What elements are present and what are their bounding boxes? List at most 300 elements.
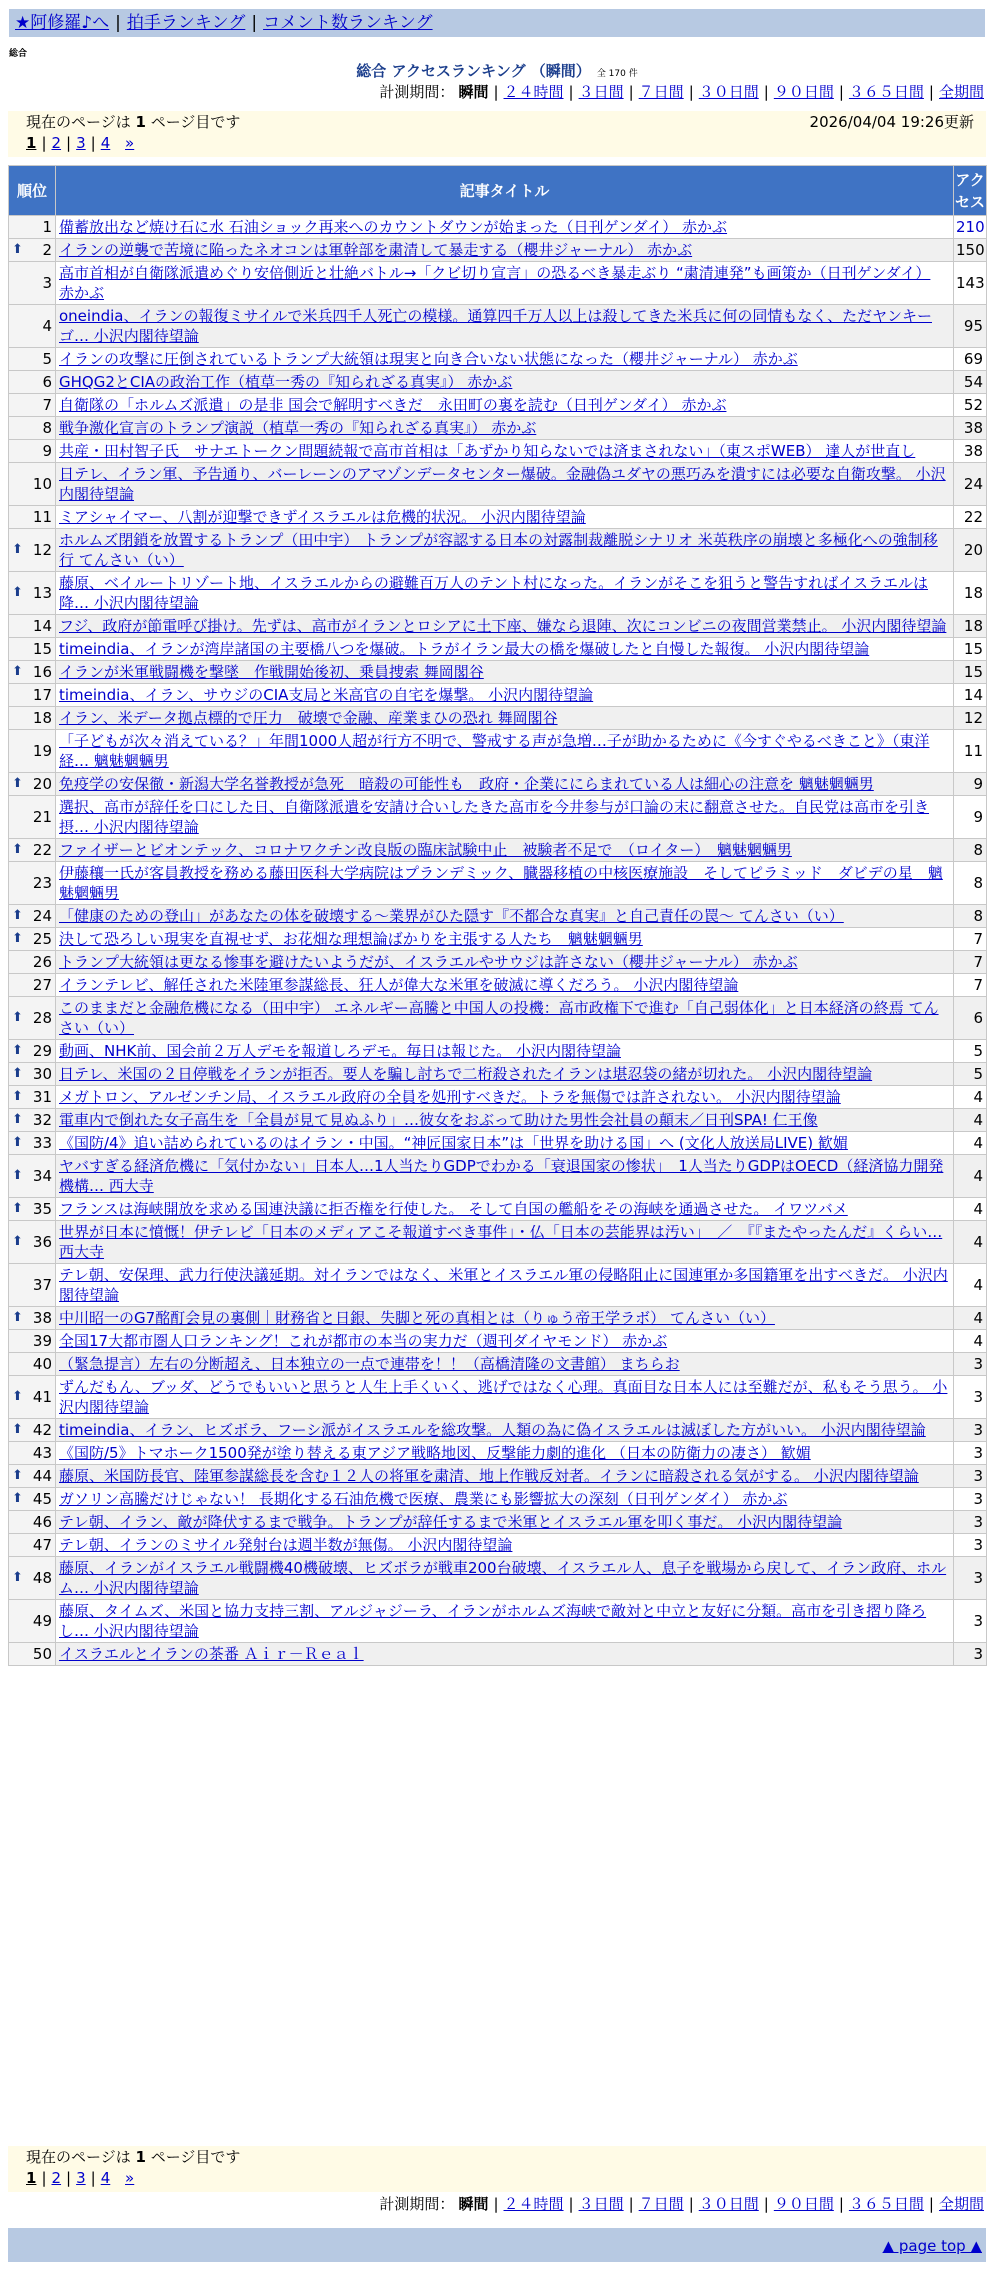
title-cell	[56, 305, 954, 348]
period-link-all[interactable]: 全期間	[938, 2195, 984, 2213]
rank-number: 15	[32, 640, 52, 658]
page-top-link[interactable]: ▲ page top ▲	[882, 2237, 982, 2255]
title-cell	[56, 730, 954, 773]
title-cell	[56, 239, 954, 262]
rank-number: 10	[32, 475, 52, 493]
rank-cell	[9, 371, 56, 394]
rank-up-arrow-icon: ⬆	[12, 931, 23, 946]
rank-number: 16	[32, 663, 52, 681]
article-title-link[interactable]: timeindia、イラン、サウジのCIA支局と米高官の自宅を爆撃。 小沢内閣待望論	[59, 686, 594, 704]
period-label: 計測期間：	[379, 83, 455, 101]
rank-up-arrow-icon: ⬆	[12, 1422, 23, 1437]
pagination-bottom: 1 | 2 | 3 | 4 »	[26, 2169, 135, 2187]
article-title-link[interactable]: 選択、高市が辞任を口にした日、自衛隊派遣を安請け合いしたきた高市を今井参与が口論の末に翻意させた。自民党は高市を引き摂… 小沢内閣待望論	[59, 798, 930, 836]
title-cell	[56, 1376, 954, 1419]
page-2-link[interactable]: 2	[51, 2169, 62, 2187]
ranking-table	[8, 165, 987, 1666]
period-link-30d[interactable]: ３０日間	[698, 83, 759, 101]
rank-number: 23	[32, 874, 52, 892]
rank-number: 4	[42, 317, 52, 335]
rank-number: 39	[32, 1332, 52, 1350]
title-cell	[56, 1264, 954, 1307]
title-cell	[56, 1132, 954, 1155]
access-count: 150	[954, 239, 987, 262]
rank-number: 28	[32, 1009, 52, 1027]
article-title-link[interactable]: イスラエルとイランの茶番 Ａｉｒ－Ｒｅａｌ	[59, 1645, 364, 1663]
rank-number: 2	[42, 241, 52, 259]
comment-ranking-link[interactable]: コメント数ランキング	[263, 13, 433, 33]
rank-cell	[9, 1155, 56, 1198]
title-cell	[56, 1063, 954, 1086]
rank-number: 32	[32, 1111, 52, 1129]
article-title-link[interactable]: 「健康のための登山」があなたの体を破壊する〜業界がひた隠す『不都合な真実』と自己責任の罠〜 てんさい（い）	[59, 907, 844, 925]
rank-cell	[9, 951, 56, 974]
title-cell	[56, 417, 954, 440]
rank-number: 11	[32, 508, 52, 526]
rank-cell	[9, 305, 56, 348]
title-cell	[56, 1307, 954, 1330]
article-title-link[interactable]: イランテレビ、解任された米陸軍参謀総長、狂人が偉大な米軍を破滅に導くだろう。 小沢内閣待望論	[59, 976, 739, 994]
rank-cell	[9, 1132, 56, 1155]
item-count: 全 170 件	[596, 69, 638, 79]
col-access-header: アクセス	[954, 166, 987, 216]
table-row	[9, 1221, 987, 1264]
rank-cell	[9, 216, 56, 239]
access-count: 5	[954, 1063, 987, 1086]
pager-current-page: 1	[135, 113, 146, 131]
access-count: 7	[954, 974, 987, 997]
rank-cell	[9, 684, 56, 707]
rank-number: 18	[32, 709, 52, 727]
table-row	[9, 661, 987, 684]
title-cell	[56, 951, 954, 974]
access-count: 3	[954, 1419, 987, 1442]
title-cell	[56, 1643, 954, 1666]
rank-cell	[9, 572, 56, 615]
title-cell	[56, 684, 954, 707]
article-title-link[interactable]: テレ朝、イランのミサイル発射台は週半数が無傷。 小沢内閣待望論	[59, 1536, 513, 1554]
title-cell	[56, 262, 954, 305]
rank-cell	[9, 1353, 56, 1376]
rank-number: 14	[32, 617, 52, 635]
title-cell	[56, 1330, 954, 1353]
title-cell	[56, 862, 954, 905]
rank-number: 19	[32, 742, 52, 760]
article-title-link[interactable]: ファイザーとビオンテック、コロナワクチン改良版の臨床試験中止 被験者不足で （ロイター） 魑魅魍魎男	[59, 841, 792, 859]
rank-number: 29	[32, 1042, 52, 1060]
access-count: 12	[954, 707, 987, 730]
page-title-text: 総合 アクセスランキング （瞬間）	[356, 62, 591, 80]
table-row	[9, 1442, 987, 1465]
table-row	[9, 773, 987, 796]
period-selector-top: 計測期間： 瞬間 | ２４時間 | ３日間 | ７日間 | ３０日間 | ９０日間 | ３６５日間 | 全期間	[379, 83, 984, 101]
access-count: 143	[954, 262, 987, 305]
access-count: 5	[954, 1040, 987, 1063]
pagination-top: 1 | 2 | 3 | 4 »	[26, 134, 135, 152]
updated-timestamp: 2026/04/04 19:26更新	[809, 113, 974, 131]
title-cell	[56, 1086, 954, 1109]
article-title-link[interactable]: 電車内で倒れた女子高生を「全員が見て見ぬふり」…彼女をおぶって助けた男性会社員の顛末／日刊SPA! 仁王像	[59, 1111, 818, 1129]
access-count: 4	[954, 1155, 987, 1198]
article-title-link[interactable]: 《国防/5》トマホーク1500発が塗り替える東アジア戦略地図、反撃能力劇的進化 （日本の防衛力の凄さ） 歓媚	[59, 1444, 811, 1462]
rank-cell	[9, 1442, 56, 1465]
period-link-365d[interactable]: ３６５日間	[848, 2195, 924, 2213]
table-row	[9, 997, 987, 1040]
title-cell	[56, 394, 954, 417]
table-row	[9, 928, 987, 951]
access-count: 38	[954, 440, 987, 463]
period-current: 瞬間	[458, 83, 489, 101]
pager-text-after: ページ目です	[150, 2148, 241, 2166]
rank-cell	[9, 1086, 56, 1109]
access-count: 7	[954, 951, 987, 974]
title-cell	[56, 796, 954, 839]
access-count: 69	[954, 348, 987, 371]
rank-number: 21	[32, 808, 52, 826]
rank-up-arrow-icon: ⬆	[12, 1135, 23, 1150]
table-row	[9, 796, 987, 839]
title-cell	[56, 371, 954, 394]
rank-number: 20	[32, 775, 52, 793]
home-link[interactable]: ★阿修羅♪へ	[15, 13, 110, 33]
rank-up-arrow-icon: ⬆	[12, 908, 23, 923]
rank-up-arrow-icon: ⬆	[12, 664, 23, 679]
rank-cell	[9, 1643, 56, 1666]
page-1-current: 1	[26, 134, 37, 152]
table-row	[9, 1040, 987, 1063]
page-4-link[interactable]: 4	[100, 134, 111, 152]
article-title-link[interactable]: 動画、NHK前、国会前２万人デモを報道しろデモ。毎日は報じた。 小沢内閣待望論	[59, 1042, 621, 1060]
access-count: 4	[954, 1132, 987, 1155]
page-2-link[interactable]: 2	[51, 134, 62, 152]
table-row	[9, 638, 987, 661]
pager-text-before: 現在のページは	[26, 2148, 131, 2166]
rank-number: 30	[32, 1065, 52, 1083]
article-title-link[interactable]: ずんだもん、ブッダ、どうでもいいと思うと人生上手くいく、逃げではなく心理。真面目な日本人には至難だが、私もそう思う。 小沢内閣待望論	[59, 1378, 948, 1416]
rank-up-arrow-icon: ⬆	[12, 1089, 23, 1104]
title-cell	[56, 773, 954, 796]
table-row	[9, 371, 987, 394]
period-selector-bottom: 計測期間： 瞬間 | ２４時間 | ３日間 | ７日間 | ３０日間 | ９０日間 | ３６５日間 | 全期間	[379, 2195, 984, 2213]
rank-number: 1	[42, 218, 52, 236]
table-row	[9, 1557, 987, 1600]
table-row	[9, 974, 987, 997]
rank-cell	[9, 1376, 56, 1419]
title-cell	[56, 661, 954, 684]
table-row	[9, 1376, 987, 1419]
rank-up-arrow-icon: ⬆	[12, 842, 23, 857]
rank-cell	[9, 1109, 56, 1132]
pager-current-page: 1	[135, 2148, 146, 2166]
article-title-link[interactable]: このままだと金融危機になる（田中宇） エネルギー高騰と中国人の投機：高市政権下で進む「自己弱体化」と日本経済の終焉 てんさい（い）	[59, 999, 939, 1037]
table-row	[9, 707, 987, 730]
rank-up-arrow-icon: ⬆	[12, 1112, 23, 1127]
access-count: 3	[954, 1353, 987, 1376]
article-title-link[interactable]: 免疫学の安保徹・新潟大学名誉教授が急死 暗殺の可能性も 政府・企業ににらまれている人は細心の注意を 魑魅魍魎男	[59, 775, 874, 793]
rank-number: 17	[32, 686, 52, 704]
page-1-current: 1	[26, 2169, 37, 2187]
rank-number: 40	[32, 1355, 52, 1373]
article-title-link[interactable]: イラン、米データ拠点標的で圧力 破壊で金融、産業まひの恐れ 舞岡閣谷	[59, 709, 558, 727]
rank-number: 25	[32, 930, 52, 948]
rank-number: 26	[32, 953, 52, 971]
rank-cell	[9, 1557, 56, 1600]
access-count: 22	[954, 506, 987, 529]
period-link-7d[interactable]: ７日間	[638, 2195, 684, 2213]
access-count: 4	[954, 1307, 987, 1330]
rank-cell	[9, 661, 56, 684]
rank-number: 41	[32, 1388, 52, 1406]
rank-number: 45	[32, 1490, 52, 1508]
article-title-link[interactable]: イランの逆襲で苦境に陥ったネオコンは軍幹部を粛清して暴走する（櫻井ジャーナル） 赤かぶ	[59, 241, 693, 259]
article-title-link[interactable]: 備蓄放出など焼け石に水 石油ショック再来へのカウントダウンが始まった（日刊ゲンダイ） 赤かぶ	[59, 218, 728, 236]
page-3-link[interactable]: 3	[76, 2169, 86, 2187]
rank-cell	[9, 440, 56, 463]
article-title-link[interactable]: 中川昭一のG7酩酊会見の裏側｜財務省と日銀、失脚と死の真相とは（りゅう帝王学ラボ） てんさい（い）	[59, 1309, 775, 1327]
article-title-link[interactable]: 藤原、米国防長官、陸軍参謀総長を含む１２人の将軍を粛清、地上作戦反対者。イランに暗殺される気がする。 小沢内閣待望論	[59, 1467, 919, 1485]
article-title-link[interactable]: 《国防/4》追い詰められているのはイラン・中国。“神匠国家日本”は「世界を助ける国」へ (文化人放送局LIVE) 歓媚	[59, 1134, 848, 1152]
access-count: 3	[954, 1465, 987, 1488]
article-title-link[interactable]: oneindia、イランの報復ミサイルで米兵四千人死亡の模様。通算四千万人以上は殺してきた米兵に何の同情もなく、ただヤンキーゴ… 小沢内閣待望論	[59, 307, 932, 345]
access-count: 4	[954, 1109, 987, 1132]
article-title-link[interactable]: 日テレ、イラン軍、予告通り、バーレーンのアマゾンデータセンター爆破。金融偽ユダヤの悪巧みを潰すには必要な自衛攻撃。 小沢内閣待望論	[59, 465, 946, 503]
table-row	[9, 1534, 987, 1557]
rank-number: 13	[32, 584, 52, 602]
table-row	[9, 572, 987, 615]
rank-number: 6	[42, 373, 52, 391]
rank-number: 43	[32, 1444, 52, 1462]
article-title-link[interactable]: 決して恐ろしい現実を直視せず、お花畑な理想論ばかりを主張する人たち 魑魅魍魎男	[59, 930, 643, 948]
period-link-7d[interactable]: ７日間	[638, 83, 684, 101]
title-cell	[56, 1557, 954, 1600]
rank-number: 47	[32, 1536, 52, 1554]
access-count: 4	[954, 1086, 987, 1109]
period-link-all[interactable]: 全期間	[938, 83, 984, 101]
title-cell	[56, 1155, 954, 1198]
access-count: 3	[954, 1557, 987, 1600]
rank-cell	[9, 997, 56, 1040]
access-count: 52	[954, 394, 987, 417]
title-cell	[56, 1465, 954, 1488]
period-link-365d[interactable]: ３６５日間	[848, 83, 924, 101]
pager-panel-top	[8, 111, 986, 157]
table-row	[9, 1063, 987, 1086]
period-link-90d[interactable]: ９０日間	[773, 83, 834, 101]
table-row	[9, 1109, 987, 1132]
table-row	[9, 348, 987, 371]
rank-number: 33	[32, 1134, 52, 1152]
col-title-header: 記事タイトル	[56, 166, 954, 216]
period-link-24h[interactable]: ２４時間	[503, 83, 564, 101]
rank-up-arrow-icon: ⬆	[12, 585, 23, 600]
article-title-link[interactable]: ミアシャイマー、八割が迎撃できずイスラエルは危機的状況。 小沢内閣待望論	[59, 508, 586, 526]
rank-cell	[9, 417, 56, 440]
access-count: 4	[954, 1198, 987, 1221]
rank-up-arrow-icon: ⬆	[12, 542, 23, 557]
article-title-link[interactable]: 全国17大都市圏人口ランキング！これが都市の本当の実力だ（週刊ダイヤモンド） 赤かぶ	[59, 1332, 668, 1350]
table-row	[9, 305, 987, 348]
title-cell	[56, 638, 954, 661]
access-count: 3	[954, 1488, 987, 1511]
title-cell	[56, 997, 954, 1040]
rank-number: 24	[32, 907, 52, 925]
title-cell	[56, 928, 954, 951]
access-count: 18	[954, 572, 987, 615]
period-link-3d[interactable]: ３日間	[578, 83, 624, 101]
next-page-link[interactable]: »	[125, 134, 135, 152]
access-count: 8	[954, 905, 987, 928]
rank-cell	[9, 1198, 56, 1221]
access-count: 20	[954, 529, 987, 572]
rank-cell	[9, 862, 56, 905]
rank-cell	[9, 1040, 56, 1063]
rank-cell	[9, 348, 56, 371]
access-count: 6	[954, 997, 987, 1040]
access-count: 8	[954, 862, 987, 905]
article-title-link[interactable]: 藤原、タイムズ、米国と協力支持三割、アルジャジーラ、イランがホルムズ海峡で敵対と中立と友好に分類。高市を引き摺り降ろし… 小沢内閣待望論	[59, 1602, 927, 1640]
rank-cell	[9, 905, 56, 928]
title-cell	[56, 529, 954, 572]
access-count: 210	[954, 216, 987, 239]
pager-text-before: 現在のページは	[26, 113, 131, 131]
page-3-link[interactable]: 3	[76, 134, 86, 152]
table-row	[9, 1155, 987, 1198]
title-cell	[56, 1040, 954, 1063]
title-cell	[56, 1109, 954, 1132]
access-count: 14	[954, 684, 987, 707]
pager-text-after: ページ目です	[150, 113, 241, 131]
rank-cell	[9, 773, 56, 796]
access-count: 18	[954, 615, 987, 638]
article-title-link[interactable]: メガトロン、アルゼンチン局、イスラエル政府の全員を処刑すべきだ。トラを無傷では許されない。 小沢内閣待望論	[59, 1088, 841, 1106]
rank-number: 49	[32, 1612, 52, 1630]
title-cell	[56, 1534, 954, 1557]
article-title-link[interactable]: 戦争激化宣言のトランプ演説（植草一秀の『知られざる真実』） 赤かぶ	[59, 419, 537, 437]
article-title-link[interactable]: 世界が日本に憤慨！伊テレビ「日本のメディアこそ報道すべき事件」・仏「日本の芸能界は汚い」 ／ 『『またやったんだ』くらい… 西大寺	[59, 1223, 943, 1261]
title-cell	[56, 1600, 954, 1643]
rank-cell	[9, 262, 56, 305]
rank-up-arrow-icon: ⬆	[12, 1043, 23, 1058]
article-title-link[interactable]: ホルムズ閉鎖を放置するトランプ（田中宇） トランプが容認する日本の対露制裁離脱シナリオ 米英秩序の崩壊と多極化への強制移行 てんさい（い）	[59, 531, 938, 569]
category-tag: 総合	[9, 49, 28, 59]
rank-cell	[9, 529, 56, 572]
article-title-link[interactable]: イランの攻撃に圧倒されているトランプ大統領は現実と向き合いない状態になった（櫻井ジャーナル） 赤かぶ	[59, 350, 798, 368]
table-row	[9, 730, 987, 773]
title-cell	[56, 463, 954, 506]
table-row	[9, 1132, 987, 1155]
page-title	[0, 61, 994, 84]
next-page-link[interactable]: »	[125, 2169, 135, 2187]
table-row	[9, 1264, 987, 1307]
access-count: 7	[954, 928, 987, 951]
table-row	[9, 615, 987, 638]
article-title-link[interactable]: フジ、政府が節電呼び掛け。先ずは、高市がイランとロシアに土下座、嫌なら退陣、次にコンビニの夜間営業禁止。 小沢内閣待望論	[59, 617, 947, 635]
table-row	[9, 905, 987, 928]
article-title-link[interactable]: GHQG2とCIAの政治工作（植草一秀の『知られざる真実』） 赤かぶ	[59, 373, 513, 391]
access-count: 4	[954, 1330, 987, 1353]
applause-ranking-link[interactable]: 拍手ランキング	[126, 13, 246, 33]
table-row	[9, 951, 987, 974]
article-title-link[interactable]: イランが米軍戦闘機を撃墜 作戦開始後初、乗員捜索 舞岡閣谷	[59, 663, 484, 681]
period-link-90d[interactable]: ９０日間	[773, 2195, 834, 2213]
rank-number: 8	[42, 419, 52, 437]
article-title-link[interactable]: トランプ大統領は更なる惨事を避けたいようだが、イスラエルやサウジは許さない（櫻井ジャーナル） 赤かぶ	[59, 953, 798, 971]
title-cell	[56, 1353, 954, 1376]
article-title-link[interactable]: テレ朝、安保理、武力行使決議延期。対イランではなく、米軍とイスラエル軍の侵略阻止に国連軍か多国籍軍を出すべきだ。 小沢内閣待望論	[59, 1266, 948, 1304]
title-cell	[56, 707, 954, 730]
period-current: 瞬間	[458, 2195, 489, 2213]
rank-up-arrow-icon: ⬆	[12, 1491, 23, 1506]
table-row	[9, 1307, 987, 1330]
article-title-link[interactable]: 日テレ、米国の２日停戦をイランが拒否。要人を騙し討ちで二桁殺されたイランは堪忍袋の緒が切れた。 小沢内閣待望論	[59, 1065, 873, 1083]
table-row	[9, 684, 987, 707]
page-4-link[interactable]: 4	[100, 2169, 111, 2187]
rank-up-arrow-icon: ⬆	[12, 1010, 23, 1025]
table-header-row	[9, 166, 987, 216]
table-row	[9, 506, 987, 529]
article-title-link[interactable]: 高市首相が自衛隊派遣めぐり安倍側近と壮絶バトル→「クビ切り宣言」の恐るべき暴走ぶり “粛清連発”も画策か（日刊ゲンダイ） 赤かぶ	[59, 264, 931, 302]
table-row	[9, 1511, 987, 1534]
article-title-link[interactable]: 伊藤穰一氏が客員教授を務める藤田医科大学病院はプランデミック、臓器移植の中核医療施設 そしてピラミッド ダビデの星 魑魅魍魎男	[59, 864, 943, 902]
rank-number: 46	[32, 1513, 52, 1531]
article-title-link[interactable]: （緊急提言）左右の分断超え、日本独立の一点で連帯を！！（高橋清隆の文書館） まちらお	[59, 1355, 680, 1373]
rank-number: 34	[32, 1167, 52, 1185]
period-label: 計測期間：	[379, 2195, 455, 2213]
article-title-link[interactable]: 藤原、ベイルートリゾート地、イスラエルからの避難百万人のテント村になった。イランがそこを狙うと警告すればイスラエルは降… 小沢内閣待望論	[59, 574, 928, 612]
table-row	[9, 216, 987, 239]
ranking-table-body	[9, 216, 987, 1666]
title-cell	[56, 348, 954, 371]
title-cell	[56, 1511, 954, 1534]
article-title-link[interactable]: 「子どもが次々消えている？」年間1000人超が行方不明で、警戒する声が急増…子が助かるために《今すぐやるべきこと》（東洋経… 魑魅魍魎男	[59, 732, 930, 770]
article-title-link[interactable]: ヤバすぎる経済危機に「気付かない」日本人…1人当たりGDPでわかる「衰退国家の惨状」 1人当たりGDPはOECD（経済協力開発機構… 西大寺	[59, 1157, 944, 1195]
rank-up-arrow-icon: ⬆	[12, 1468, 23, 1483]
rank-cell	[9, 463, 56, 506]
article-title-link[interactable]: timeindia、イランが湾岸諸国の主要橋八つを爆破。トラがイラン最大の橋を爆破したと自慢した報復。 小沢内閣待望論	[59, 640, 870, 658]
article-title-link[interactable]: フランスは海峡開放を求める国連決議に拒否権を行使した。 そして自国の艦船をその海峡を通過させた。 イワツバメ	[59, 1200, 848, 1218]
access-count: 24	[954, 463, 987, 506]
rank-cell	[9, 394, 56, 417]
period-link-30d[interactable]: ３０日間	[698, 2195, 759, 2213]
rank-cell	[9, 730, 56, 773]
article-title-link[interactable]: 藤原、イランがイスラエル戦闘機40機破壊、ヒズボラが戦車200台破壊、イスラエル人、息子を戦場から戻して、イラン政府、ホルム… 小沢内閣待望論	[59, 1559, 947, 1597]
period-link-3d[interactable]: ３日間	[578, 2195, 624, 2213]
pager-panel-bottom	[8, 2146, 986, 2192]
article-title-link[interactable]: ガソリン高騰だけじゃない！ 長期化する石油危機で医療、農業にも影響拡大の深刻（日刊ゲンダイ） 赤かぶ	[59, 1490, 788, 1508]
access-count: 3	[954, 1534, 987, 1557]
table-row	[9, 1488, 987, 1511]
rank-cell	[9, 506, 56, 529]
article-title-link[interactable]: 自衛隊の「ホルムズ派遣」の是非 国会で解明すべきだ 永田町の裏を読む（日刊ゲンダイ） 赤かぶ	[59, 396, 727, 414]
period-link-24h[interactable]: ２４時間	[503, 2195, 564, 2213]
access-count: 15	[954, 638, 987, 661]
article-title-link[interactable]: 共産・田村智子氏 サナエトークン問題続報で高市首相は「あずかり知らないでは済まされない」（東スポWEB） 達人が世直し	[59, 442, 916, 460]
rank-cell	[9, 1419, 56, 1442]
rank-number: 44	[32, 1467, 52, 1485]
rank-number: 31	[32, 1088, 52, 1106]
rank-up-arrow-icon: ⬆	[12, 1570, 23, 1585]
top-nav-bar	[9, 9, 985, 37]
title-cell	[56, 1221, 954, 1264]
title-cell	[56, 905, 954, 928]
rank-number: 9	[42, 442, 52, 460]
rank-cell	[9, 1221, 56, 1264]
table-row	[9, 262, 987, 305]
article-title-link[interactable]: テレ朝、イラン、敵が降伏するまで戦争。トランプが辞任するまで米軍とイスラエル軍を叩く事だ。 小沢内閣待望論	[59, 1513, 843, 1531]
rank-cell	[9, 1264, 56, 1307]
article-title-link[interactable]: timeindia、イラン、ヒズボラ、フーシ派がイスラエルを総攻撃。人類の為に偽イスラエルは滅ぼした方がいい。 小沢内閣待望論	[59, 1421, 926, 1439]
rank-up-arrow-icon: ⬆	[12, 1066, 23, 1081]
